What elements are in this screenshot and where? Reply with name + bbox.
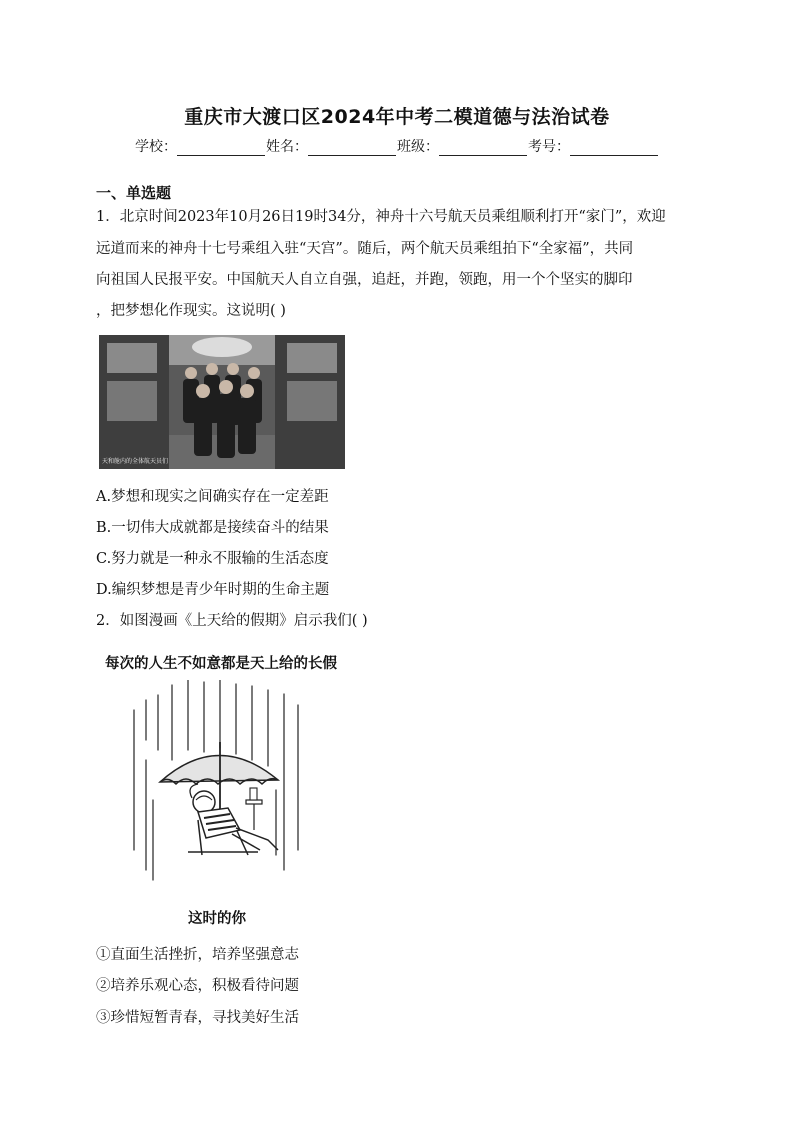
question-2-stem: 2．如图漫画《上天给的假期》启示我们( ): [96, 613, 368, 629]
exam-number-blank[interactable]: [570, 140, 658, 156]
option-d[interactable]: D.编织梦想是青少年时期的生命主题: [96, 582, 330, 598]
student-info-row: [0, 136, 794, 156]
option-b[interactable]: B.一切伟大成就都是接续奋斗的结果: [96, 520, 329, 536]
name-field: [266, 136, 397, 156]
class-label: 班级：: [397, 139, 439, 155]
section-title: 一、单选题: [96, 184, 172, 202]
name-label: 姓名：: [266, 139, 308, 155]
cartoon-title: 每次的人生不如意都是天上给的长假: [105, 656, 337, 672]
school-blank[interactable]: [177, 140, 265, 156]
option-a[interactable]: A.梦想和现实之间确实存在一定差距: [96, 489, 329, 505]
option-c[interactable]: C.努力就是一种永不服输的生活态度: [96, 551, 329, 567]
class-field: [397, 136, 528, 156]
name-blank[interactable]: [308, 140, 396, 156]
school-field: [135, 136, 266, 156]
class-blank[interactable]: [439, 140, 527, 156]
question-1-line-2: 远道而来的神舟十七号乘组入驻“天宫”。随后，两个航天员乘组拍下“全家福”，共同: [96, 241, 634, 257]
statement-2: ②培养乐观心态，积极看待问题: [96, 978, 299, 994]
page-title: 重庆市大渡口区2024年中考二模道德与法治试卷: [184, 106, 610, 128]
statement-1: ①直面生活挫折，培养坚强意志: [96, 947, 299, 963]
exam-number-label: 考号：: [528, 139, 570, 155]
question-1-line-1: 1．北京时间2023年10月26日19时34分，神舟十六号航天员乘组顺利打开“家门”，欢迎: [96, 209, 666, 225]
space-station-illustration: [99, 335, 345, 469]
astronauts-photo: [99, 335, 345, 469]
statement-3: ③珍惜短暂青春，寻找美好生活: [96, 1010, 299, 1026]
vacation-cartoon: [128, 680, 308, 890]
question-1-line-4: ，把梦想化作现实。这说明( ): [96, 303, 286, 319]
school-label: 学校：: [135, 139, 177, 155]
photo-caption: 天和舱内的全体航天员们: [102, 458, 169, 465]
exam-number-field: [528, 136, 659, 156]
cartoon-caption: 这时的你: [188, 911, 246, 927]
question-1-line-3: 向祖国人民报平安。中国航天人自立自强，追赶，并跑，领跑，用一个个坚实的脚印: [96, 272, 633, 288]
